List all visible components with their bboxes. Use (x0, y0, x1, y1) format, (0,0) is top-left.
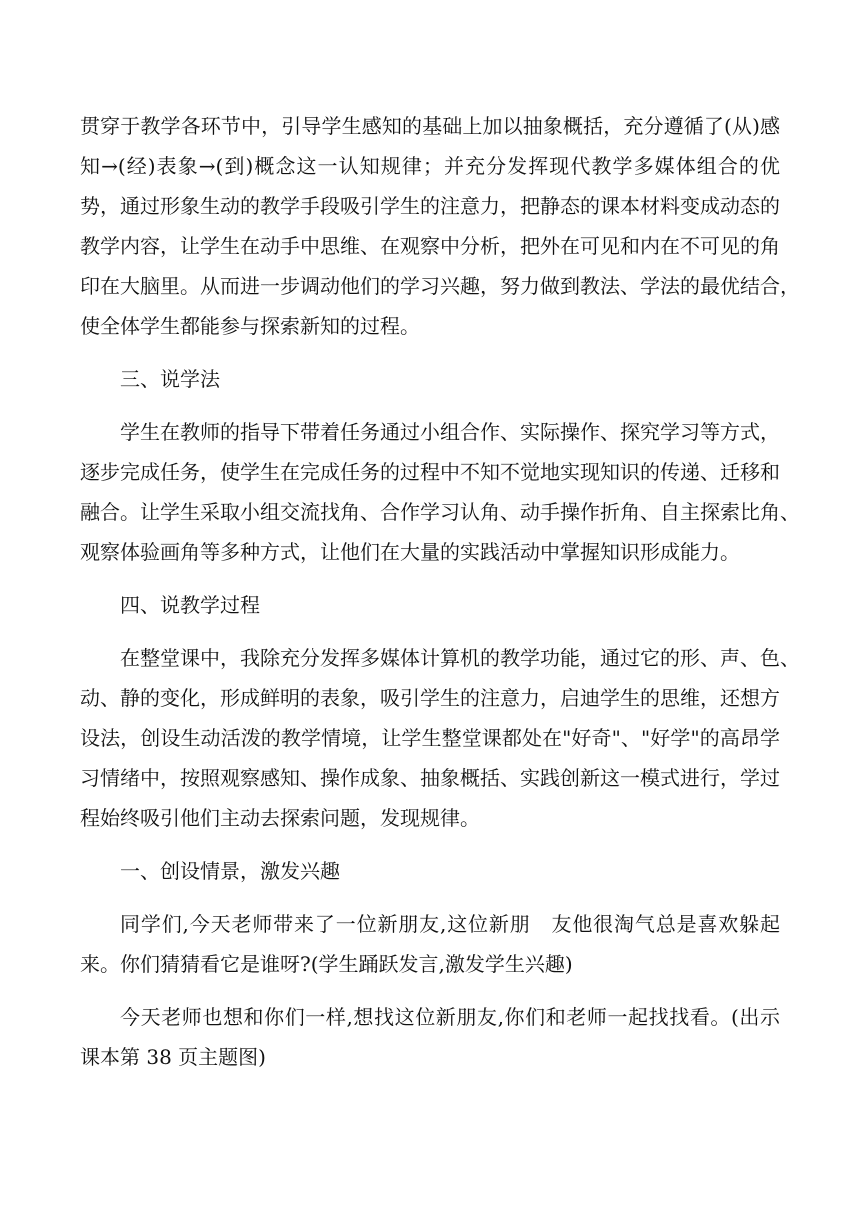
text-line: 印在大脑里。从而进一步调动他们的学习兴趣，努力做到教法、学法的最优结合， (80, 274, 800, 298)
text-line: 来。你们猜猜看它是谁呀?(学生踊跃发言,激发学生兴趣) (80, 952, 573, 976)
heading-text: 四、说教学过程 (120, 593, 260, 617)
heading-text: 三、说学法 (120, 367, 220, 391)
heading-text: 一、创设情景，激发兴趣 (120, 859, 340, 883)
text-line: 今天老师也想和你们一样,想找这位新朋友,你们和老师一起找找看。(出示 (120, 1005, 780, 1029)
text-line: 观察体验画角等多种方式，让他们在大量的实践活动中掌握知识形成能力。 (80, 540, 740, 564)
text-line: 融合。让学生采取小组交流找角、合作学习认角、动手操作折角、自主探索比角、 (80, 500, 800, 524)
section-heading-create-scenario (80, 851, 780, 891)
text-line: 贯穿于教学各环节中，引导学生感知的基础上加以抽象概括，充分遵循了(从)感 (80, 114, 780, 138)
text-line: 教学内容，让学生在动手中思维、在观察中分析，把外在可见和内在不可见的角 (80, 234, 780, 258)
paragraph-teaching-process (80, 638, 800, 838)
text-line: 设法，创设生动活泼的教学情境，让学生整堂课都处在"好奇"、"好学"的高昂学 (80, 726, 780, 750)
paragraph-new-friend (80, 904, 780, 984)
text-line: 动、静的变化，形成鲜明的表象，吸引学生的注意力，启迪学生的思维，还想方 (80, 686, 780, 710)
text-line: 在整堂课中，我除充分发挥多媒体计算机的教学功能，通过它的形、声、色、 (120, 646, 800, 670)
text-line: 习情绪中，按照观察感知、操作成象、抽象概括、实践创新这一模式进行，学过 (80, 766, 780, 790)
text-line: 程始终吸引他们主动去探索问题，发现规律。 (80, 806, 480, 830)
text-line: 同学们,今天老师带来了一位新朋友,这位新朋 友他很淘气总是喜欢躲起 (120, 912, 780, 936)
paragraph-learning-method (80, 412, 800, 572)
document-page (80, 106, 800, 1077)
section-heading-teaching-process (80, 585, 780, 625)
text-line: 使全体学生都能参与探索新知的过程。 (80, 314, 420, 338)
text-line: 课本第 38 页主题图) (80, 1045, 266, 1069)
paragraph-teaching-method-continued (80, 106, 800, 346)
text-line: 势，通过形象生动的教学手段吸引学生的注意力，把静态的课本材料变成动态的 (80, 194, 780, 218)
text-line: 学生在教师的指导下带着任务通过小组合作、实际操作、探究学习等方式， (120, 420, 780, 444)
paragraph-find-friend (80, 997, 780, 1077)
text-line: 逐步完成任务，使学生在完成任务的过程中不知不觉地实现知识的传递、迁移和 (80, 460, 780, 484)
text-line: 知→(经)表象→(到)概念这一认知规律；并充分发挥现代教学多媒体组合的优 (80, 154, 780, 178)
section-heading-learning-method (80, 359, 780, 399)
